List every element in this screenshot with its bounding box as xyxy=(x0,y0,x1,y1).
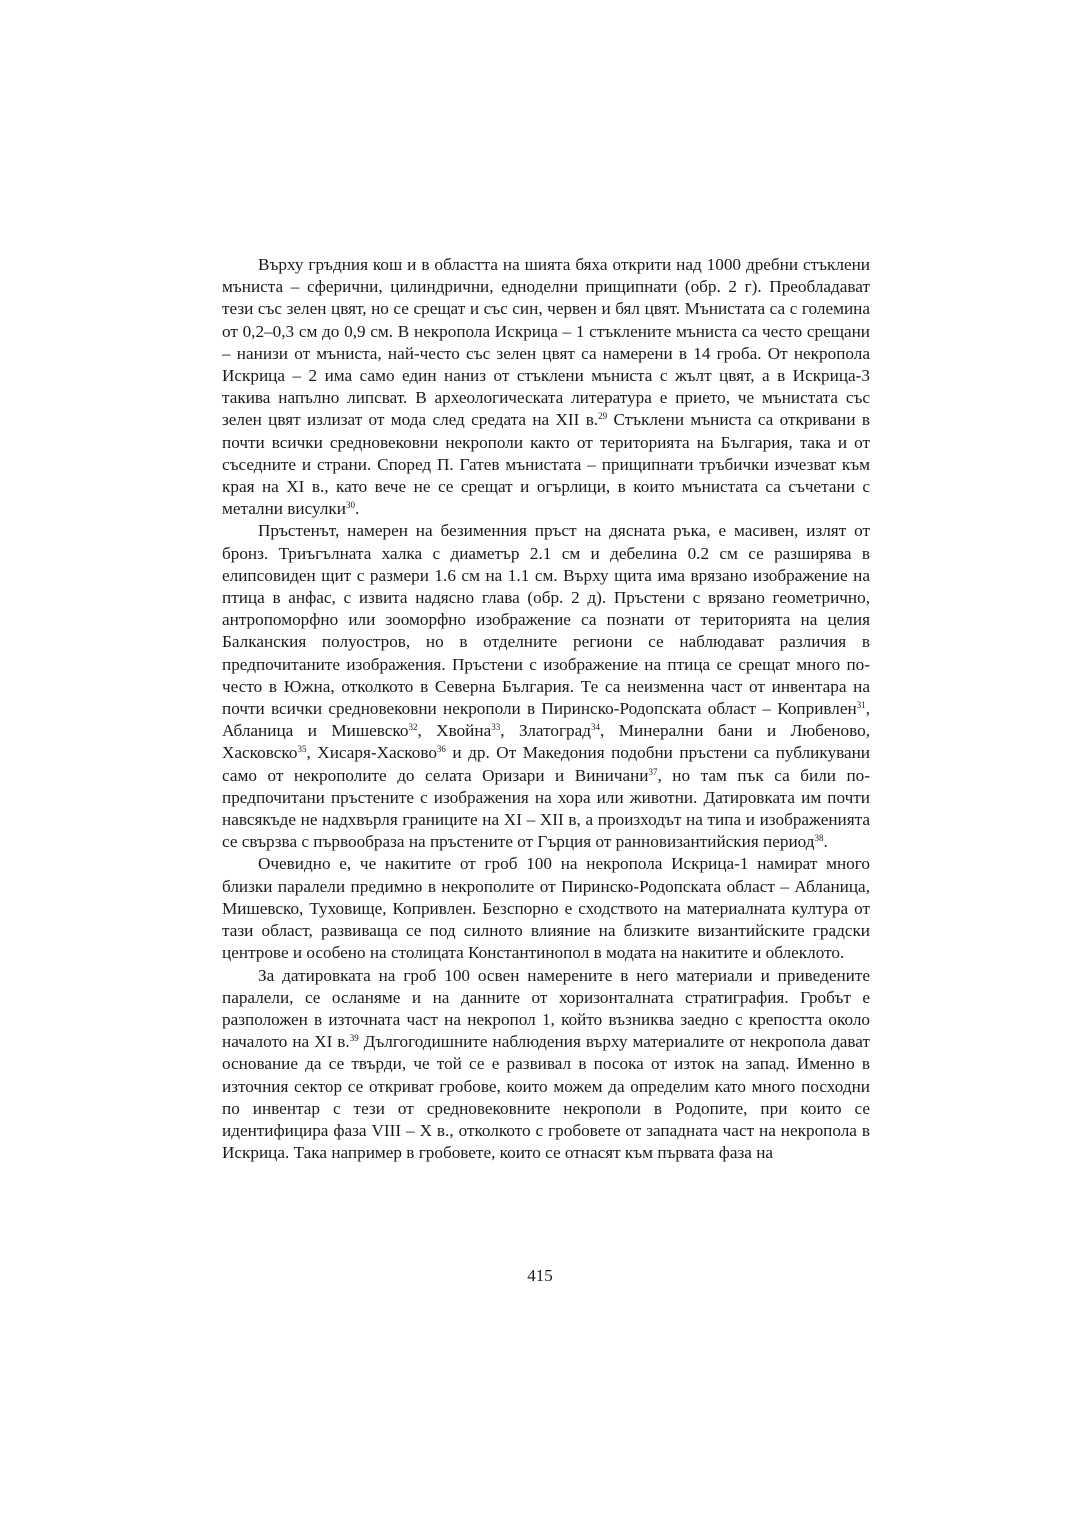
paragraph-2 xyxy=(222,520,870,853)
text-run: . xyxy=(823,832,828,852)
text-run: Дългогодишните наблюдения върху материалите от некропола дават основание да се твърди, че той се е развивал в посока от изток на запад. Именно в източния сектор се откриват гробове, които можем да определим като много посходни по инвентар с тези от средновековните некрополи в Родопите, при които се идентифицира фаза VIII – X в., отколкото с гробовете от западната част на некропола в Искрица. Така например в гробовете, които се отнасят към първата фаза на xyxy=(222,1032,870,1163)
text-run: . xyxy=(354,499,360,519)
footnote-ref: 30 xyxy=(345,500,355,511)
footnote-ref: 29 xyxy=(598,411,608,422)
footnote-ref: 31 xyxy=(856,700,866,711)
paragraph-4 xyxy=(222,965,870,1165)
footnote-ref: 35 xyxy=(297,744,307,755)
footnote-ref: 37 xyxy=(648,766,658,777)
footnote-ref: 33 xyxy=(491,722,501,733)
footnote-ref: 36 xyxy=(436,744,446,755)
paragraph-1 xyxy=(222,254,870,520)
footnote-ref: 34 xyxy=(591,722,600,733)
paragraph-3 xyxy=(222,853,870,964)
text-run: , но там пък са били по-предпочитани пръстените с изображения на хора или животни. Датировката им почти навсякъде не надхвърля границите на XI – XII в, а произходът на типа и изображенията се свързва с първообраза на пръстените от Гърция от ранновизантийския период xyxy=(222,765,870,852)
text-run: , Хисаря-Хасково xyxy=(306,743,437,763)
footnote-ref: 38 xyxy=(814,833,824,844)
text-run: За датировката на гроб 100 освен намерените в него материали и приведените паралели, се осланяме и на данните от хоризонталната стратиграфия. Гробът е разположен в източната част на некропол 1, който възниква заедно с крепостта около началото на XI в. xyxy=(222,965,870,1052)
text-run: Пръстенът, намерен на безименния пръст на дясната ръка, е масивен, излят от бронз. Триъгълната халка с диаметър 2.1 см и дебелина 0.2 см се разширява в елипсовиден щит с размери 1.6 см на 1.1 см. Върху щита има врязано изображение на птица в анфас, с извита надясно глава (обр. 2 д). Пръстени с врязано геометрично, антропоморфно или зооморфно изображение са познати от територията на целия Балканския полуостров, но в отделните региони се наблюдават различия в предпочитаните изображения. Пръстени с изображение на птица се срещат много по-често в Южна, отколкото в Северна България. Те са неизменна част от инвентара на почти всички средновековни некрополи в Пиринско-Родопската област – Копривлен xyxy=(222,521,870,719)
footnote-ref: 32 xyxy=(408,722,418,733)
text-run: и др. От Македония подобни пръстени са публикувани само от некрополите до селата Оризари и Виничани xyxy=(222,743,870,785)
body-text xyxy=(222,254,870,1164)
text-run: , Хвойна xyxy=(417,721,492,741)
text-run: , Златоград xyxy=(500,721,591,741)
text-run: Върху гръдния кош и в областта на шията бяха открити над 1000 дребни стъклени мъниста – сферични, цилиндрични, едноделни прищипнати (обр. 2 г). Преобладават тези със зелен цвят, но се срещат и със син, червен и бял цвят. Мънистата са с големина от 0,2–0,3 см до 0,9 см. В некропола Искрица – 1 стъклените мъниста са често срещани – нанизи от мъниста, най-често със зелен цвят са намерени в 14 гроба. От некропола Искрица – 2 има само един наниз от стъклени мъниста с жълт цвят, а в Искрица-3 такива напълно липсват. В археологическата литература е прието, че мънистата със зелен цвят излизат от мода след средата на XII в. xyxy=(222,255,870,430)
text-run: , Абланица и Мишевско xyxy=(222,699,870,741)
text-run: Очевидно е, че накитите от гроб 100 на некропола Искрица-1 намират много близки паралели предимно в некрополите от Пиринско-Родопската област – Абланица, Мишевско, Туховище, Копривлен. Безспорно е сходството на материалната култура от тази област, развиваща се под силното влияние на близките византийските градски центрове и особено на столицата Константинопол в модата на накитите и облеклото. xyxy=(222,854,870,963)
text-run: Стъклени мъниста са откривани в почти всички средновековни некрополи както от територията на България, така и от съседните и страни. Според П. Гатев мънистата – прищипнати тръбички изчезват към края на XI в., като вече не се срещат и огърлици, в които мънистата са съчетани с метални висулки xyxy=(222,410,870,519)
page-number: 415 xyxy=(527,1266,553,1285)
footnote-ref: 39 xyxy=(349,1033,359,1044)
text-run: , Минерални бани и Любеново, Хасковско xyxy=(222,721,871,763)
